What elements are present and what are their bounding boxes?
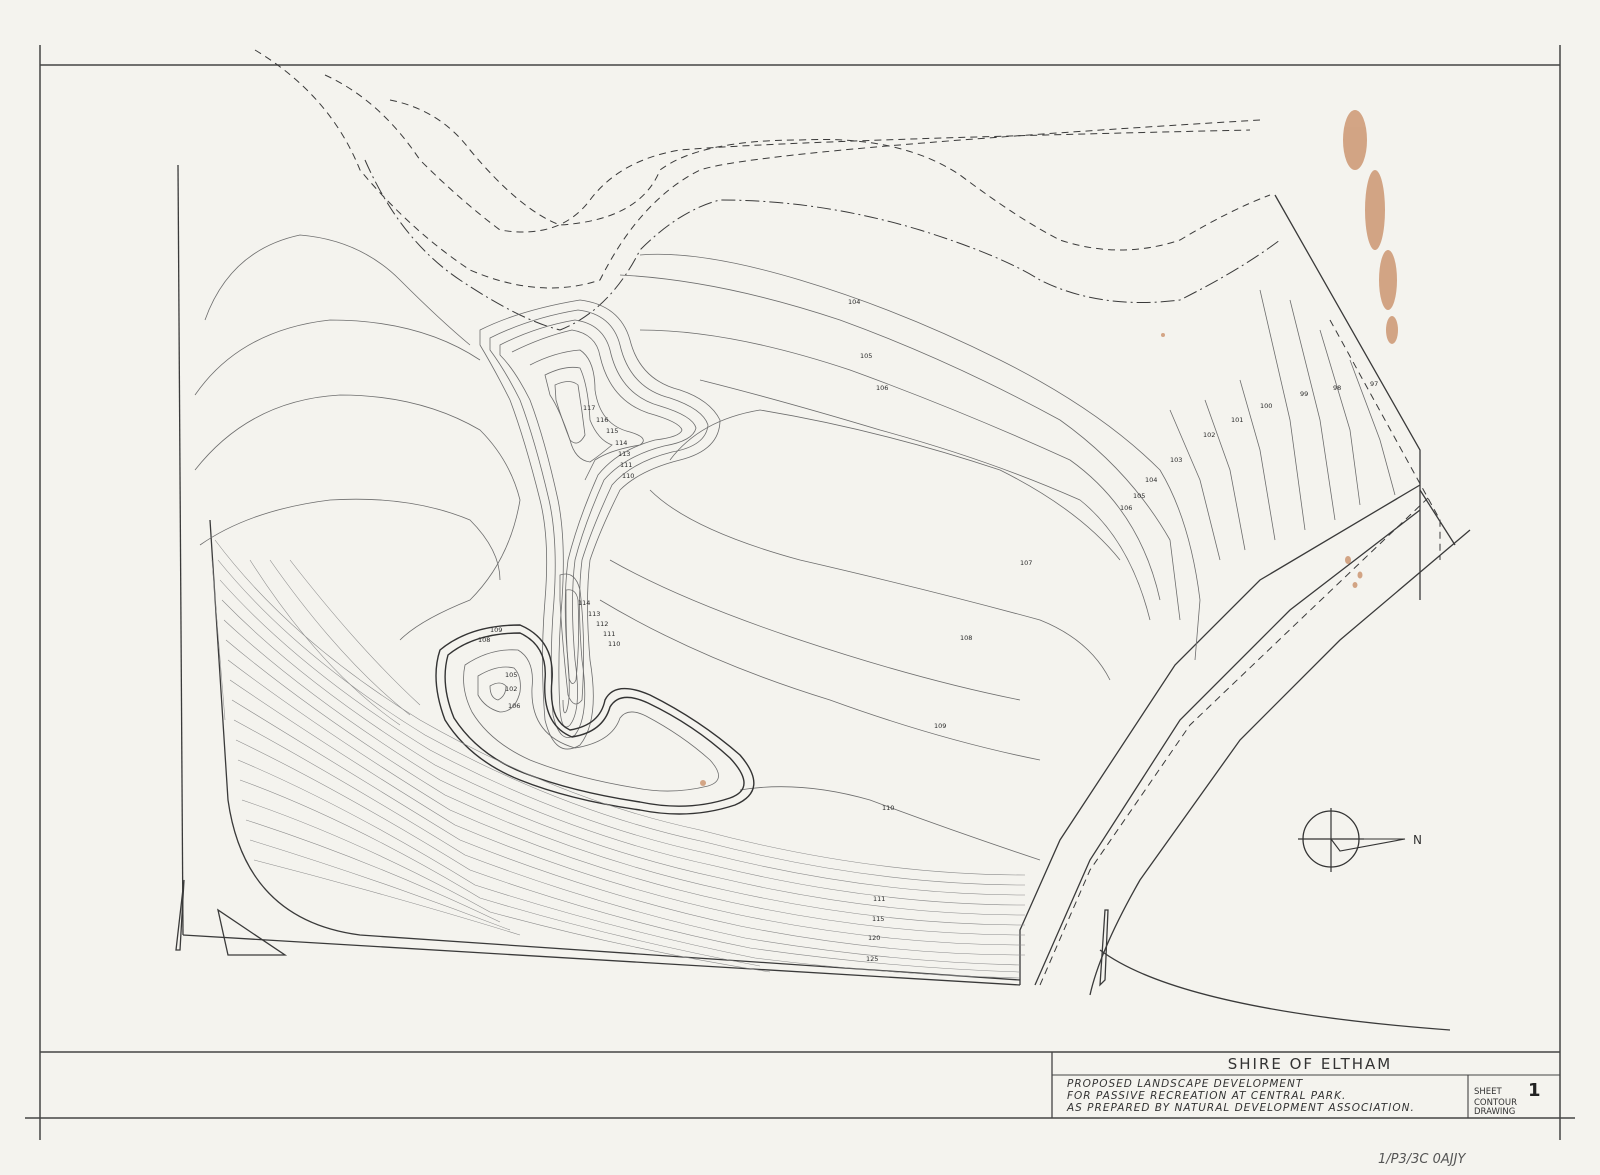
contour-label: 111	[620, 461, 633, 469]
contour-label: 125	[866, 955, 879, 963]
contour-label: 113	[618, 450, 631, 458]
contour-label: 116	[596, 416, 609, 424]
contour-label: 106	[508, 702, 521, 710]
contour-label: 105	[1133, 492, 1146, 500]
contour-label: 117	[583, 404, 596, 412]
contour-label: 97	[1370, 380, 1379, 388]
contour-label: 102	[1203, 431, 1216, 439]
contour-label: 102	[505, 685, 518, 693]
contour-label: 104	[848, 298, 861, 306]
contour-label: 109	[934, 722, 947, 730]
sheet-label: SHEET	[1474, 1087, 1502, 1097]
contour-label: 107	[1020, 559, 1033, 567]
contour-label: 110	[608, 640, 621, 648]
contour-label: 112	[596, 620, 609, 628]
contour-label: 114	[578, 599, 591, 607]
contour-label: 113	[588, 610, 601, 618]
title-block-line-3: AS PREPARED BY NATURAL DEVELOPMENT ASSOCIATION.	[1067, 1102, 1415, 1114]
catalogue-annotation: 1/P3/3C 0AJJY	[1378, 1152, 1466, 1167]
contour-label: 111	[603, 630, 616, 638]
contour-label: 120	[868, 934, 881, 942]
contour-label: 110	[882, 804, 895, 812]
title-block-line-2: FOR PASSIVE RECREATION AT CENTRAL PARK.	[1067, 1090, 1347, 1102]
contour-label: 115	[606, 427, 619, 435]
contour-label: 100	[1260, 402, 1273, 410]
contour-label: 109	[490, 626, 503, 634]
contour-label: 105	[505, 671, 518, 679]
drawing-type-1: CONTOUR	[1474, 1098, 1517, 1108]
contour-label: 103	[1170, 456, 1183, 464]
contour-label: 108	[478, 636, 491, 644]
contour-label: 114	[615, 439, 628, 447]
drawing-type-2: DRAWING	[1474, 1107, 1516, 1117]
contour-label: 115	[872, 915, 885, 923]
north-label: N	[1413, 833, 1422, 847]
contour-label: 108	[960, 634, 973, 642]
contour-label: 111	[873, 895, 886, 903]
contour-label: 106	[876, 384, 889, 392]
title-block-line-1: PROPOSED LANDSCAPE DEVELOPMENT	[1067, 1078, 1304, 1090]
contour-label: 110	[622, 472, 635, 480]
contour-label: 99	[1300, 390, 1309, 398]
sheet-number: 1	[1528, 1080, 1541, 1101]
contour-label: 106	[1120, 504, 1133, 512]
contour-label: 104	[1145, 476, 1158, 484]
contour-label: 105	[860, 352, 873, 360]
title-block-title: SHIRE OF ELTHAM	[1227, 1055, 1393, 1073]
contour-label: 101	[1231, 416, 1244, 424]
contour-label: 98	[1333, 384, 1342, 392]
